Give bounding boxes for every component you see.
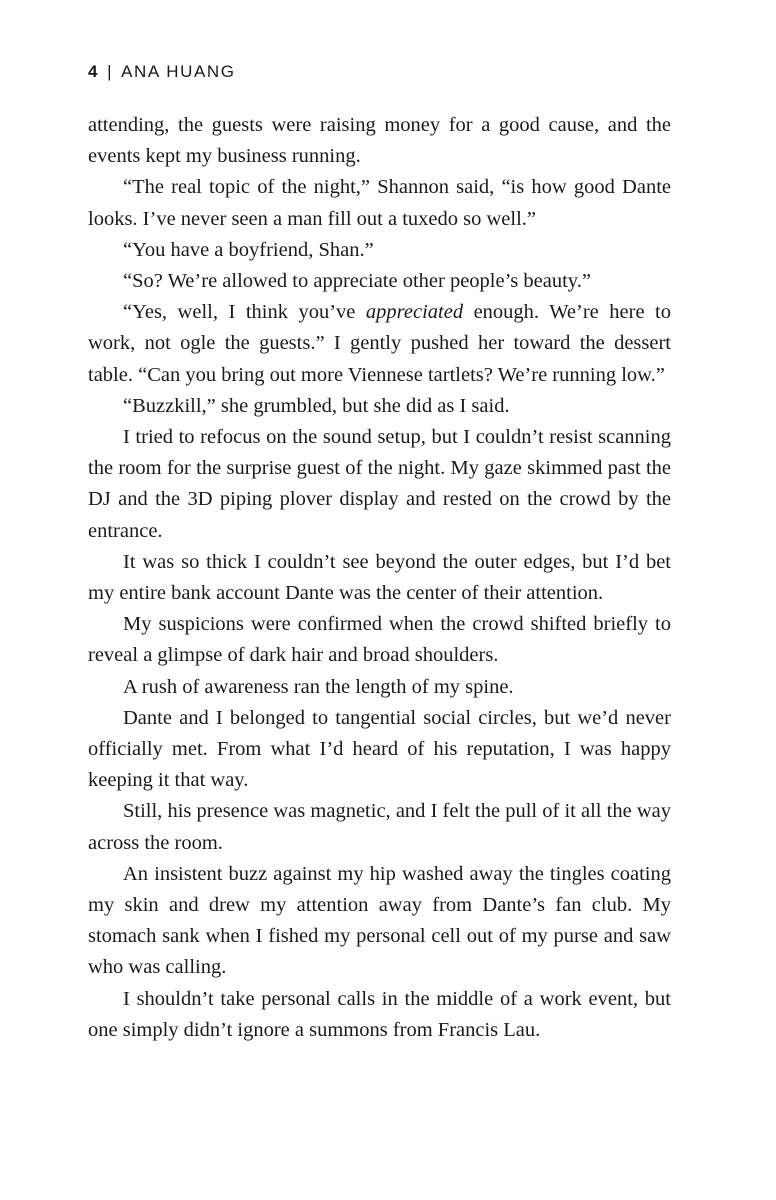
paragraph: It was so thick I couldn’t see beyond the outer edges, but I’d bet my entire bank account Dante was the center of their attention. [88, 550, 671, 605]
body-text [88, 110, 671, 1046]
paragraph: attending, the guests were raising money for a good cause, and the events kept my business running. [88, 114, 671, 168]
paragraph: “So? We’re allowed to appreciate other people’s beauty.” [123, 270, 591, 293]
paragraph: I tried to refocus on the sound setup, but I couldn’t resist scanning the room for the surprise guest of the night. My gaze skimmed past the DJ and the 3D piping plover display and rested on the crowd by the entrance. [88, 426, 671, 542]
paragraph: “The real topic of the night,” Shannon said, “is how good Dante looks. I’ve never seen a man fill out a tuxedo so well.” [88, 176, 671, 230]
paragraph: “Buzzkill,” she grumbled, but she did as I said. [123, 394, 510, 417]
paragraph-text: “Yes, well, I think you’ve [123, 301, 366, 324]
page-number: 4 [88, 62, 100, 81]
paragraph: I shouldn’t take personal calls in the middle of a work event, but one simply didn’t ignore a summons from Francis Lau. [88, 987, 671, 1041]
paragraph: “You have a boyfriend, Shan.” [123, 238, 374, 261]
paragraph-text: enough. We’re here to work, not ogle the guests.” I gently pushed her toward the dessert table. “Can you bring out more Viennese tartlets? We’re running low.” [88, 301, 671, 386]
running-head [88, 62, 236, 82]
paragraph: Dante and I belonged to tangential social circles, but we’d never officially met. From what I’d heard of his reputation, I was happy keeping it that way. [88, 706, 671, 792]
header-separator: | [107, 62, 114, 81]
paragraph: A rush of awareness ran the length of my spine. [123, 675, 514, 698]
paragraph: Still, his presence was magnetic, and I felt the pull of it all the way across the room. [88, 800, 671, 854]
emphasized-word: appreciated [365, 301, 464, 324]
author-name: ANA HUANG [121, 62, 236, 81]
paragraph [88, 297, 671, 391]
paragraph: An insistent buzz against my hip washed away the tingles coating my skin and drew my attention away from Dante’s fan club. My stomach sank when I fished my personal cell out of my purse and saw who was calling. [88, 862, 671, 979]
paragraph: My suspicions were confirmed when the crowd shifted briefly to reveal a glimpse of dark hair and broad shoulders. [88, 613, 671, 667]
